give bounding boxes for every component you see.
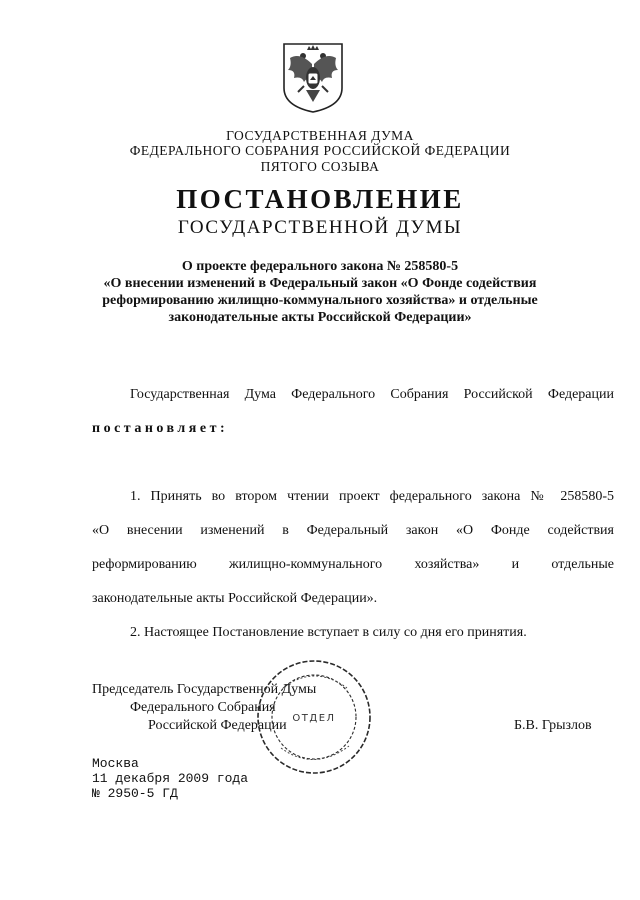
header-line-2: ФЕДЕРАЛЬНОГО СОБРАНИЯ РОССИЙСКОЙ ФЕДЕРАЦИИ <box>129 143 511 158</box>
footer-date: 11 декабря 2009 года <box>92 771 249 786</box>
item2-text: 2. Настоящее Постановление вступает в силу со дня его принятия. <box>130 625 527 640</box>
subject-line-1: О проекте федерального закона № 258580-5 <box>181 259 459 274</box>
subject-line-3: реформированию жилищно-коммунального хозяйства» и отдельные <box>102 293 538 308</box>
subject-line-2: «О внесении изменений в Федеральный закон «О Фонде содействия <box>103 276 537 291</box>
stamp-center-text: ОТДЕЛ <box>292 713 336 724</box>
intro-verb: постановляет: <box>92 421 229 436</box>
signer-name: Б.В. Грызлов <box>514 718 592 733</box>
header-line-1: ГОСУДАРСТВЕННАЯ ДУМА <box>226 128 414 143</box>
document-title: ПОСТАНОВЛЕНИЕ <box>176 184 464 214</box>
signer-title-line-3: Российской Федерации <box>148 718 287 733</box>
signer-title-line-1: Председатель Государственной Думы <box>92 682 317 697</box>
item1-line-2: «О внесении изменений в Федеральный закон «О Фонде содействия <box>92 523 614 538</box>
coat-of-arms-emblem <box>278 40 348 114</box>
footer-city: Москва <box>92 756 139 771</box>
intro-line-1: Государственная Дума Федерального Собрания Российской Федерации <box>130 387 614 402</box>
item1-line-1: 1. Принять во втором чтении проект федерального закона № 258580-5 <box>130 489 614 504</box>
document-subtitle: ГОСУДАРСТВЕННОЙ ДУМЫ <box>177 217 463 238</box>
item1-line-4: законодательные акты Российской Федерации». <box>92 591 378 606</box>
header-line-3: ПЯТОГО СОЗЫВА <box>260 159 380 174</box>
signer-title-line-2: Федерального Собрания <box>130 700 276 715</box>
footer-number: № 2950-5 ГД <box>92 786 178 801</box>
official-seal-stamp <box>255 658 373 776</box>
subject-line-4: законодательные акты Российской Федерации» <box>168 310 472 325</box>
item1-line-3: реформированию жилищно-коммунального хозяйства» и отдельные <box>92 557 614 572</box>
